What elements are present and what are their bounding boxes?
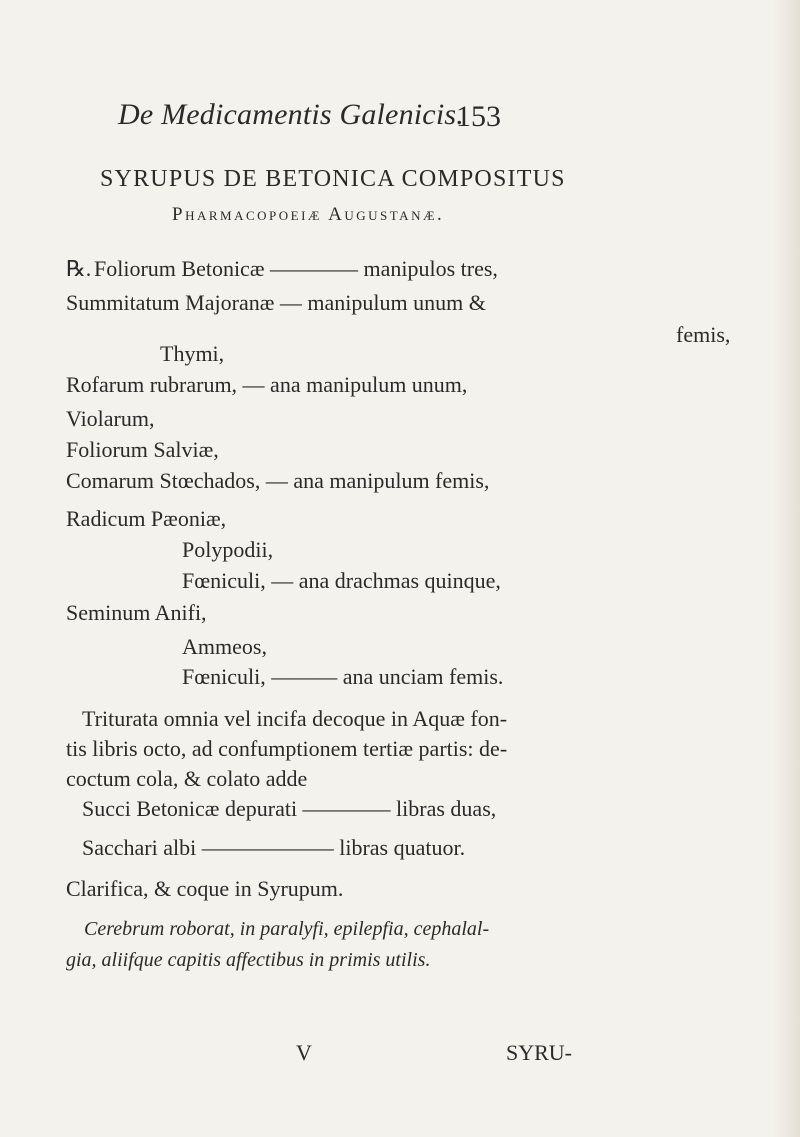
recipe-symbol: ℞. (66, 256, 92, 281)
ingredient-line: Summitatum Majoranæ — manipulum unum & (66, 290, 486, 315)
usage-line: Cerebrum roborat, in paralyfi, epilepfia, cephalal- (84, 918, 490, 940)
instruction-line: Sacchari albi —————— libras quatuor. (82, 835, 466, 860)
ingredient-line: Violarum, (66, 406, 155, 431)
catchword: SYRU- (506, 1040, 573, 1065)
ingredient-line: Ammeos, (182, 634, 267, 659)
ingredient-line-continuation: femis, (676, 322, 731, 347)
page-number: 153 (456, 100, 501, 133)
recipe-source: Pharmacopoeiæ Augustanæ. (172, 204, 445, 225)
instruction-line: Succi Betonicæ depurati ———— libras duas, (82, 796, 497, 821)
signature-mark: V (296, 1040, 312, 1065)
running-head: De Medicamentis Galenicis. (118, 98, 464, 131)
ingredient-line: Radicum Pæoniæ, (66, 506, 227, 531)
instruction-line: Clarifica, & coque in Syrupum. (66, 876, 344, 901)
ingredient-line: Thymi, (160, 341, 225, 366)
instruction-line: Triturata omnia vel incifa decoque in Aquæ fon- (82, 706, 508, 731)
ingredient-line: Fœniculi, ——— ana unciam femis. (182, 664, 504, 689)
usage-line: gia, aliifque capitis affectibus in primis utilis. (66, 949, 431, 971)
ingredient-line: Comarum Stœchados, — ana manipulum femis, (66, 468, 490, 493)
instruction-line: tis libris octo, ad confumptionem tertiæ partis: de- (66, 736, 508, 761)
ingredient-line: Seminum Anifi, (66, 600, 207, 625)
ingredient-line: Rofarum rubrarum, — ana manipulum unum, (66, 372, 468, 397)
ingredient-line: Fœniculi, — ana drachmas quinque, (182, 568, 501, 593)
ingredient-line: Polypodii, (182, 537, 274, 562)
recipe-title: SYRUPUS DE BETONICA COMPOSITUS (100, 166, 566, 192)
ingredient-line: Foliorum Salviæ, (66, 437, 219, 462)
page-edge-shadow (772, 0, 800, 1137)
instruction-line: coctum cola, & colato adde (66, 766, 308, 791)
ingredient-line: Foliorum Betonicæ ———— manipulos tres, (94, 256, 498, 281)
